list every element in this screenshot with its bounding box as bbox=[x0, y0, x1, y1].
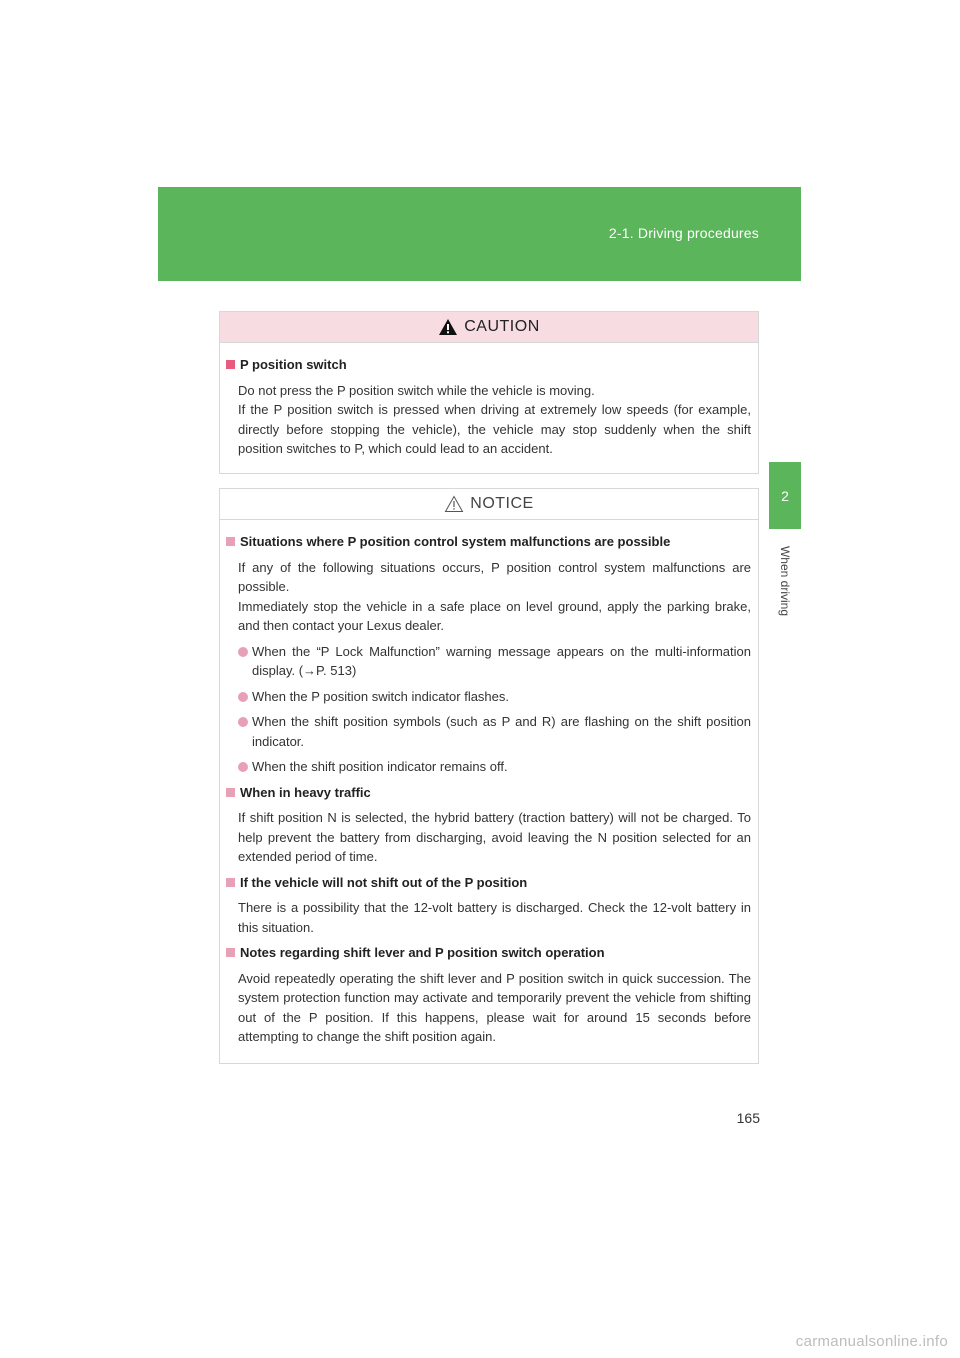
notice-title: NOTICE bbox=[470, 495, 534, 512]
notice-section bbox=[226, 943, 751, 1047]
caution-box bbox=[219, 311, 759, 474]
notice-heading-text: Situations where P position control system malfunctions are possible bbox=[240, 534, 671, 549]
list-item bbox=[238, 757, 751, 777]
circle-bullet-icon bbox=[238, 762, 248, 772]
section-title: 2-1. Driving procedures bbox=[608, 225, 759, 241]
notice-header bbox=[220, 489, 758, 520]
circle-bullet-icon bbox=[238, 647, 248, 657]
notice-section bbox=[226, 783, 751, 867]
notice-section-heading bbox=[226, 532, 751, 552]
chapter-tab-number: 2 bbox=[769, 462, 801, 529]
notice-paragraph: If shift position N is selected, the hybrid battery (traction battery) will not be charged. To help prevent the battery from discharging, avoid leaving the N position selected for an extended period of time. bbox=[238, 810, 751, 864]
notice-section-heading bbox=[226, 783, 751, 803]
notice-section bbox=[226, 532, 751, 777]
square-bullet-icon bbox=[226, 948, 235, 957]
list-item bbox=[238, 687, 751, 707]
notice-section-heading bbox=[226, 873, 751, 893]
notice-heading-text: If the vehicle will not shift out of the P position bbox=[240, 874, 528, 890]
notice-paragraph: There is a possibility that the 12-volt battery is discharged. Check the 12-volt battery in this situation. bbox=[238, 900, 751, 935]
list-item bbox=[238, 642, 751, 681]
list-item-text: When the “P Lock Malfunction” warning message appears on the multi-information display. (→P. 513) bbox=[252, 643, 751, 678]
caution-paragraph: If the P position switch is pressed when driving at extremely low speeds (for example, directly before stopping the vehicle), the vehicle may stop suddenly when the shift position switches to P, which could lead to an accident. bbox=[238, 402, 751, 456]
caution-paragraph: Do not press the P position switch while the vehicle is moving. bbox=[238, 382, 595, 398]
notice-heading-text: When in heavy traffic bbox=[240, 784, 371, 800]
circle-bullet-icon bbox=[238, 692, 248, 702]
warning-triangle-icon bbox=[438, 318, 458, 336]
notice-bullet-list bbox=[238, 642, 751, 777]
section-header-band bbox=[158, 187, 801, 281]
notice-section bbox=[226, 873, 751, 938]
notice-paragraph: Immediately stop the vehicle in a safe place on level ground, apply the parking brake, and then contact your Lexus dealer. bbox=[238, 598, 751, 633]
chapter-tab-label-text: When driving bbox=[778, 545, 792, 617]
square-bullet-icon bbox=[226, 878, 235, 887]
square-bullet-icon bbox=[226, 360, 235, 369]
caution-body bbox=[220, 343, 758, 459]
list-item-text: When the shift position symbols (such as P and R) are flashing on the shift position indicator. bbox=[252, 714, 751, 749]
notice-body bbox=[220, 520, 758, 1047]
watermark: carmanualsonline.info bbox=[795, 1333, 948, 1350]
warning-triangle-outline-icon bbox=[444, 495, 464, 513]
notice-paragraph: Avoid repeatedly operating the shift lever and P position switch in quick succession. The system protection function may activate and temporarily prevent the vehicle from shifting out of the P position. If this happens, please wait for around 15 seconds before attempting to change the shift position again. bbox=[238, 970, 751, 1044]
caution-title: CAUTION bbox=[464, 318, 540, 335]
caution-section-heading bbox=[226, 355, 751, 375]
square-bullet-icon bbox=[226, 788, 235, 797]
notice-paragraph: If any of the following situations occurs, P position control system malfunctions are possible. bbox=[238, 559, 751, 594]
square-bullet-icon bbox=[226, 537, 235, 546]
chapter-tab-label bbox=[769, 535, 801, 627]
page-number: 165 bbox=[736, 1110, 760, 1126]
circle-bullet-icon bbox=[238, 717, 248, 727]
list-item-text: When the P position switch indicator flashes. bbox=[252, 688, 510, 704]
list-item bbox=[238, 712, 751, 751]
list-item-text: When the shift position indicator remains off. bbox=[252, 759, 508, 774]
notice-heading-text: Notes regarding shift lever and P position switch operation bbox=[240, 945, 605, 960]
caution-heading-text: P position switch bbox=[240, 357, 347, 372]
caution-header bbox=[220, 312, 758, 343]
caution-section bbox=[226, 355, 751, 459]
notice-section-heading bbox=[226, 943, 751, 963]
notice-box bbox=[219, 488, 759, 1064]
